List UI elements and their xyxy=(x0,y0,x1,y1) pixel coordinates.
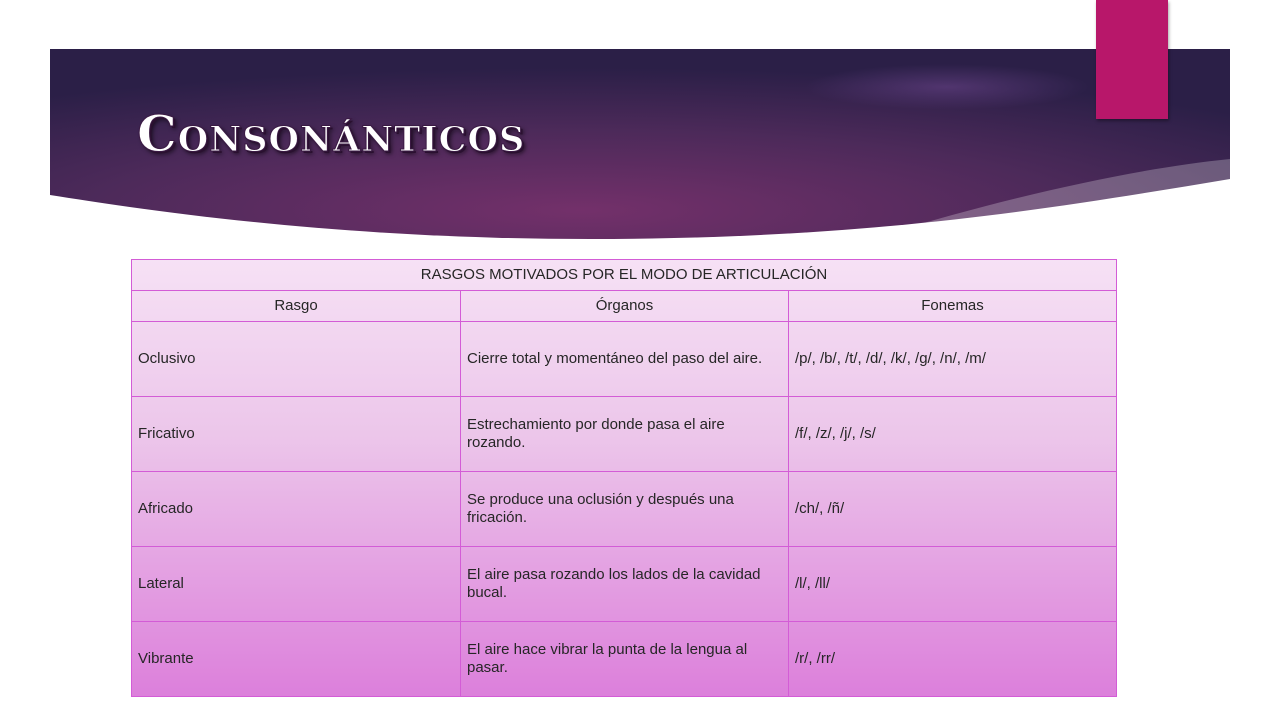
table-caption: RASGOS MOTIVADOS POR EL MODO DE ARTICULACIÓN xyxy=(132,260,1117,291)
table-row xyxy=(132,472,1117,547)
cell-organos: Estrechamiento por donde pasa el aire rozando. xyxy=(461,397,789,472)
table-row xyxy=(132,547,1117,622)
cell-fonemas: /f/, /z/, /j/, /s/ xyxy=(789,397,1117,472)
table-caption-row xyxy=(132,260,1117,291)
cell-rasgo: Africado xyxy=(132,472,461,547)
header-rasgo: Rasgo xyxy=(132,291,461,322)
cell-rasgo: Vibrante xyxy=(132,622,461,697)
cell-fonemas: /r/, /rr/ xyxy=(789,622,1117,697)
articulation-table xyxy=(131,259,1117,697)
header-organos: Órganos xyxy=(461,291,789,322)
cell-organos: El aire hace vibrar la punta de la lengua al pasar. xyxy=(461,622,789,697)
cell-fonemas: /p/, /b/, /t/, /d/, /k/, /g/, /n/, /m/ xyxy=(789,322,1117,397)
cell-fonemas: /l/, /ll/ xyxy=(789,547,1117,622)
slide-title: Consonánticos xyxy=(137,104,526,163)
cell-organos: Cierre total y momentáneo del paso del aire. xyxy=(461,322,789,397)
cell-rasgo: Lateral xyxy=(132,547,461,622)
cell-rasgo: Oclusivo xyxy=(132,322,461,397)
cell-rasgo: Fricativo xyxy=(132,397,461,472)
accent-tab xyxy=(1096,0,1168,119)
cell-fonemas: /ch/, /ñ/ xyxy=(789,472,1117,547)
table-row xyxy=(132,622,1117,697)
table-row xyxy=(132,397,1117,472)
table-header-row xyxy=(132,291,1117,322)
table-row xyxy=(132,322,1117,397)
header-fonemas: Fonemas xyxy=(789,291,1117,322)
cell-organos: Se produce una oclusión y después una fricación. xyxy=(461,472,789,547)
cell-organos: El aire pasa rozando los lados de la cavidad bucal. xyxy=(461,547,789,622)
